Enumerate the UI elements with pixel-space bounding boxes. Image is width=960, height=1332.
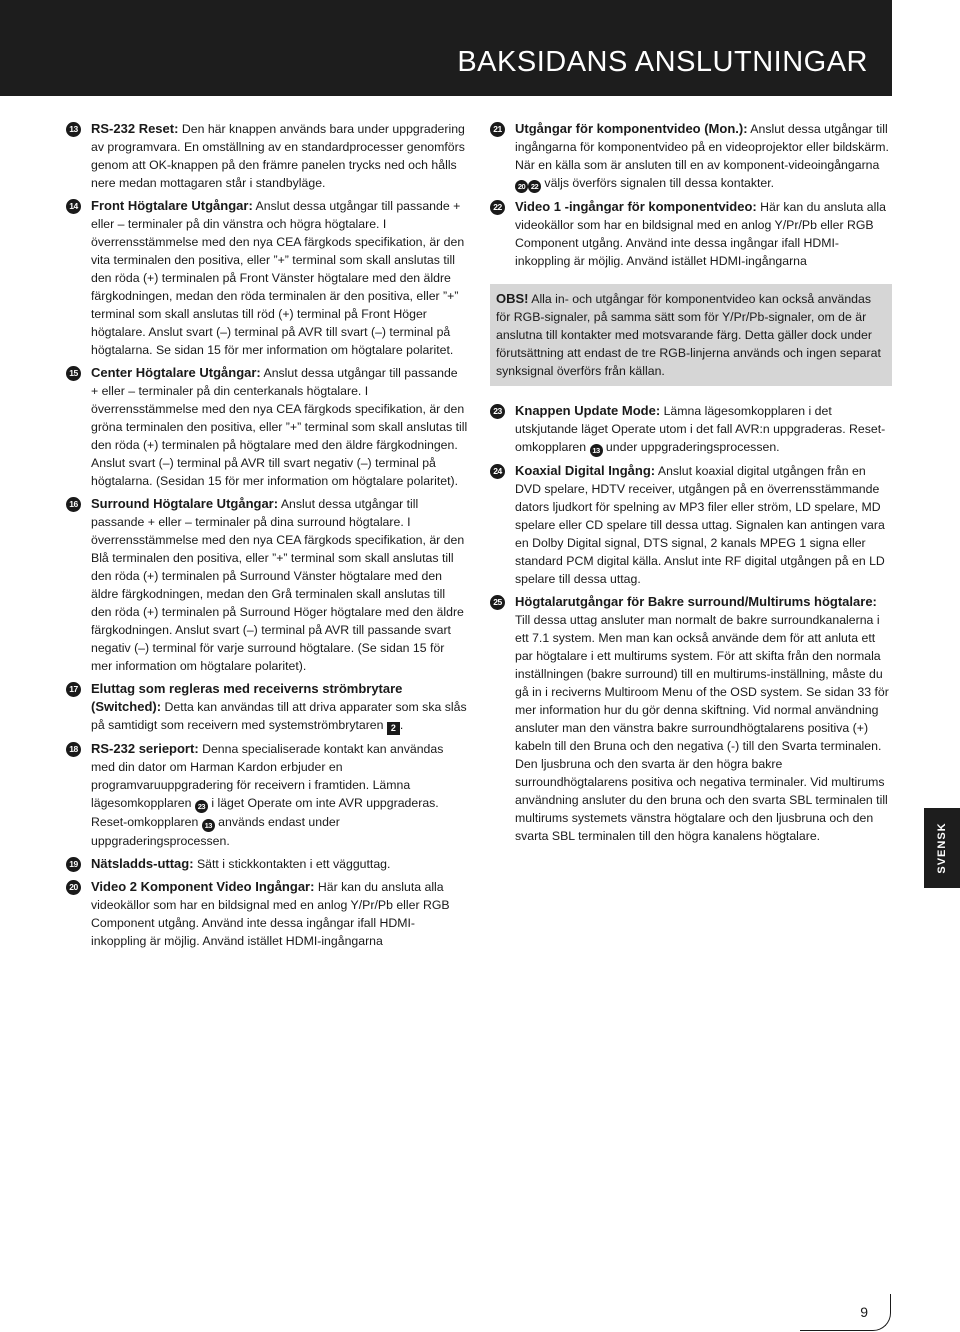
item-number-badge: 22 (490, 200, 505, 215)
list-item-16 (66, 495, 468, 675)
item-number-badge: 24 (490, 464, 505, 479)
item-text: Lämna lägesomkopplaren i det utskjutande läget Operate utom i det fall AVR:n uppgraderas. Reset-omkopplaren (515, 404, 886, 454)
page-title: BAKSIDANS ANSLUTNINGAR (457, 46, 868, 78)
item-text: Här kan du ansluta alla videokällor som har en bildsignal med en anlog Y/Pr/Pb eller RGB Component utgång. Använd inte dessa ingångar ifall HDMI-inkoppling är möjlig. Använd istället HDMI-ingångarna (91, 880, 450, 948)
list-item-23 (490, 402, 892, 457)
item-text-mid: i läget Operate om inte AVR uppgraderas. Reset-omkopplaren (91, 796, 439, 829)
list-item-15 (66, 364, 468, 490)
list-item-22 (490, 198, 892, 270)
item-number-badge: 19 (66, 857, 81, 872)
item-heading: Eluttag som regleras med receiverns strömbrytare (Switched): (91, 681, 403, 714)
item-heading: Surround Högtalare Utgångar: (91, 496, 279, 511)
item-text: Anslut dessa utgångar till passande + eller – terminaler på din centerkanals högtalare. I överrensstämmelse med den nya CEA färgkods specifikation, är den gröna terminalen den positiva, eller ”+” terminal som skall anslutas till den röda (+) terminalen på högtalare med den äldre färgkodningen. Anslut svart (–) terminal på AVR till svart negativ (–) terminal på högtalarna. (Sesidan 15 för mer information om högtalare polaritet). (91, 366, 468, 488)
item-heading: RS-232 Reset: (91, 121, 179, 136)
item-heading: Nätsladds-uttag: (91, 856, 194, 871)
item-text: Denna specialiserade kontakt kan användas med din dator om Harman Kardon erbjuder en programvaruuppgradering för receivern i framtiden. Lämna lägesomkopplaren (91, 742, 444, 810)
note-text: Alla in- och utgångar för komponentvideo kan också användas för RGB-signaler, på samma sätt som för Y/Pr/Pb-signaler, om de är anslutna till kontakter med motsvarande färg. Detta gäller dock under förutsättning att endast de tre RGB-linjerna används och ingen separat synksignal överförs från källan. (496, 292, 881, 378)
left-column (66, 120, 468, 955)
item-text: Till dessa uttag ansluter man normalt de bakre surroundkanalerna i ett 7.1 system. Men man kan också använde dem för att anluta ett par högtalare i ett multirums system. För att skifta från den normala inställningen (bakre surround) till en multirums-inställning, måste du gå in i reciverns Multiroom Menu of the OSD system. Se sidan 33 för mer information hur du gör denna skiftning. Vid normal användning ansluter man den vänstra bakre surroundhögtalarens positiva (+) kabeln till den Bruna och den negativa (-) till den Svarta terminalen. Den ljusbruna och den svarta är den högra bakre surroundhögtalarens positiva och negativa terminaler. Vid multirums användning ansluter du den bruna och den svarta SBL terminalen till multirums systemets vänstra högtalare och den ljusbruna och den svarta SBL terminalen till den högra kanalens högtalare. (515, 613, 889, 843)
note-title: OBS! (496, 291, 529, 306)
item-heading: RS-232 serieport: (91, 741, 199, 756)
item-text: Anslut dessa utgångar till ingångarna för komponentvideo på en videoprojektor eller bildskärm. När en källa som är ansluten till en av komponent-videoingångarna (515, 122, 889, 172)
item-text: Anslut dessa utgångar till passande + eller – terminaler på dina surround högtalare. I överrensstämmelse med den nya CEA färgkods specifikation, är den Blå terminalen den positiva, eller ”+” terminal som skall anslutas till den röda (+) terminalen på Surround Vänster högtalare med den äldre färgkodningen, medan den Grå terminalen skall anslutas till den röda (+) terminalen på Surround Höger högtalare med den äldre färgkodningen. Anslut svart (–) terminal på AVR till passande svart negativ (–) terminal för varje surround högtalare. (Se sidan 15 för mer information om högtalare polaritet). (91, 497, 465, 673)
list-item-25 (490, 593, 892, 845)
item-text: Detta kan användas till att driva apparater som ska slås på samtidigt som receivern med systemströmbrytaren (91, 700, 467, 732)
item-heading: Center Högtalare Utgångar: (91, 365, 261, 380)
language-label: SVENSK (936, 822, 948, 874)
item-number-badge: 25 (490, 595, 505, 610)
item-text-tail: väljs överförs signalen till dessa kontakter. (541, 176, 775, 190)
item-text: Sätt i stickkontakten i ett vägguttag. (193, 857, 391, 871)
item-heading: Utgångar för komponentvideo (Mon.): (515, 121, 748, 136)
item-heading: Koaxial Digital Ingång: (515, 463, 656, 478)
reference-badge: 13 (202, 819, 215, 832)
item-number-badge: 14 (66, 199, 81, 214)
reference-badge: 23 (195, 800, 208, 813)
header-bar (0, 0, 892, 96)
right-column (490, 120, 892, 850)
item-text: Anslut koaxial digital utgången från en DVD spelare, HDTV receiver, utgången på en överrensstämmande dators ljudkort för spelning av MP3 filer eller ström, LD spelare, MD spelare eller CD spelare till dessa uttag. Signalen kan antingen vara en Dolby Digital signal, DTS signal, 2 kanals MPEG 1 signa eller standard PCM digital källa. Anslut inte RF digital utgången på en LD spelare till dessa uttag. (515, 464, 885, 586)
list-item-21 (490, 120, 892, 193)
item-text: Här kan du ansluta alla videokällor som har en bildsignal med en anlog Y/Pr/Pb eller RGB Component utgång. Använd inte dessa ingångar ifall HDMI-inkoppling är möjlig. Använd istället HDMI-ingångarna (515, 200, 886, 268)
page-number-frame (800, 1294, 891, 1331)
reference-square-badge: 2 (387, 722, 400, 735)
item-number-badge: 17 (66, 682, 81, 697)
reference-badge: 13 (590, 444, 603, 457)
item-text-tail: används endast under uppgraderingsprocessen. (91, 815, 340, 848)
list-item-20 (66, 878, 468, 950)
item-number-badge: 21 (490, 122, 505, 137)
reference-badge: 20 (515, 180, 528, 193)
item-heading: Front Högtalare Utgångar: (91, 198, 253, 213)
list-item-17 (66, 680, 468, 735)
reference-badge: 22 (528, 180, 541, 193)
item-text: Anslut dessa utgångar till passande + eller – terminaler på din vänstra och högra högtalare. I överrensstämmelse med den nya CEA färgkods specifikation, är den vita terminalen den positiva, eller ”+” terminal som skall anslutas till den röda (+) terminalen på Front Vänster högtalare med den äldre färgkodningen, medan den röda terminalen är den positiva, eller ”+” terminal som skall anslutas till röd (+) terminal på Front Höger högtalare. Anslut svart (–) terminal på AVR till svart (–) terminal på högtalarna. Se sidan 15 för mer information om högtalare polaritet. (91, 199, 465, 357)
item-text-tail: . (399, 718, 404, 732)
item-number-badge: 18 (66, 742, 81, 757)
item-text-tail: under uppgraderingsprocessen. (602, 440, 780, 454)
item-heading: Högtalarutgångar för Bakre surround/Multirums högtalare: (515, 594, 877, 609)
item-heading: Video 1 -ingångar för komponentvideo: (515, 199, 757, 214)
list-item-18 (66, 740, 468, 850)
item-number-badge: 23 (490, 404, 505, 419)
item-number-badge: 13 (66, 122, 81, 137)
item-text: Den här knappen används bara under uppgradering av programvara. En omställning av en standardprocesser genomförs genom att OK-knappen på den främre panelen trycks ned och hålls nere medan mottagaren står i standbyläge. (91, 122, 465, 190)
item-number-badge: 15 (66, 366, 81, 381)
list-item-24 (490, 462, 892, 588)
item-heading: Video 2 Komponent Video Ingångar: (91, 879, 315, 894)
list-item-13 (66, 120, 468, 192)
note-box (490, 284, 892, 386)
list-item-19 (66, 855, 468, 873)
language-side-tab (924, 808, 960, 888)
list-item-14 (66, 197, 468, 359)
item-number-badge: 20 (66, 880, 81, 895)
item-number-badge: 16 (66, 497, 81, 512)
item-heading: Knappen Update Mode: (515, 403, 661, 418)
page-number: 9 (860, 1304, 868, 1320)
